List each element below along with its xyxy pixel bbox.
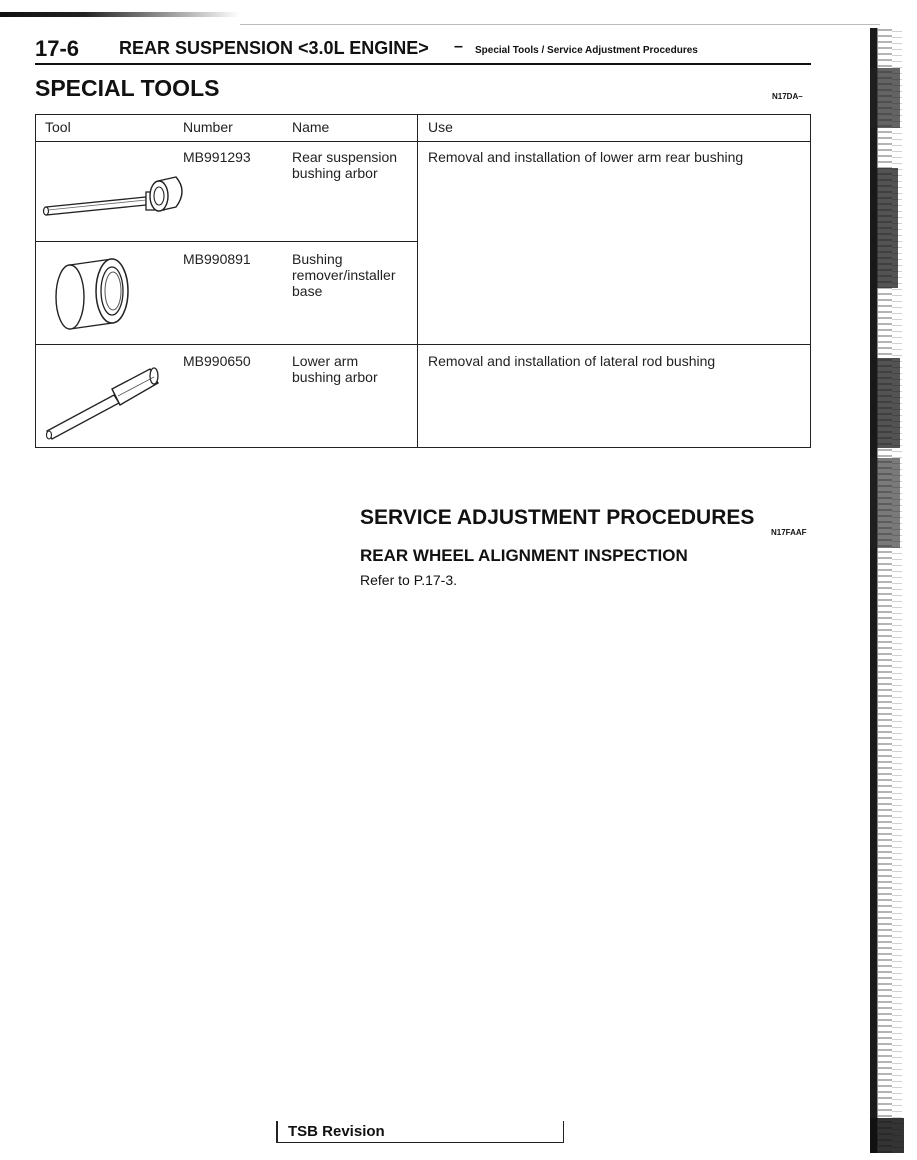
tool-use: Removal and installation of lower arm rear bushing	[428, 149, 744, 165]
column-header-name: Name	[292, 119, 330, 135]
table-row-rule	[36, 344, 810, 345]
page-number: 17-6	[35, 36, 80, 61]
special-tools-table	[35, 114, 811, 448]
table-header-rule	[36, 141, 810, 142]
column-header-use: Use	[428, 119, 453, 135]
scan-binding-edge	[870, 28, 911, 1153]
bushing-arbor-icon	[42, 173, 188, 221]
tool-number: MB990891	[183, 251, 251, 267]
table-divider-use	[417, 115, 418, 447]
tsb-revision-box	[276, 1121, 564, 1143]
tool-name: remover/installer	[292, 267, 396, 283]
special-tools-heading: SPECIAL TOOLS	[35, 75, 220, 101]
header-separator: –	[454, 38, 463, 55]
page-header	[35, 36, 811, 64]
tool-name: Lower arm	[292, 353, 359, 369]
alignment-inspection-heading: REAR WHEEL ALIGNMENT INSPECTION	[360, 546, 688, 565]
header-subtitle: Special Tools / Service Adjustment Procedures	[475, 45, 698, 56]
tool-name: bushing arbor	[292, 165, 378, 181]
column-header-tool: Tool	[45, 119, 71, 135]
tool-number: MB991293	[183, 149, 251, 165]
lower-arm-arbor-icon	[44, 365, 162, 441]
section-title: REAR SUSPENSION <3.0L ENGINE>	[119, 38, 429, 58]
tool-name: base	[292, 283, 323, 299]
service-adjustment-code: N17FAAF	[771, 528, 807, 537]
tool-name: bushing arbor	[292, 369, 378, 385]
scan-artifact-streak	[0, 12, 240, 17]
header-rule	[35, 63, 811, 65]
tool-name: Rear suspension	[292, 149, 398, 165]
scan-artifact-line	[240, 24, 880, 25]
table-row-rule	[36, 241, 417, 242]
tsb-revision-label: TSB Revision	[288, 1123, 385, 1140]
installer-base-icon	[50, 255, 136, 335]
page-reference-text: Refer to P.17-3.	[360, 572, 458, 588]
special-tools-code: N17DA–	[772, 92, 803, 101]
tool-number: MB990650	[183, 353, 251, 369]
column-header-number: Number	[183, 119, 233, 135]
service-adjustment-heading: SERVICE ADJUSTMENT PROCEDURES	[360, 506, 755, 529]
tool-use: Removal and installation of lateral rod bushing	[428, 353, 716, 369]
tool-name: Bushing	[292, 251, 343, 267]
